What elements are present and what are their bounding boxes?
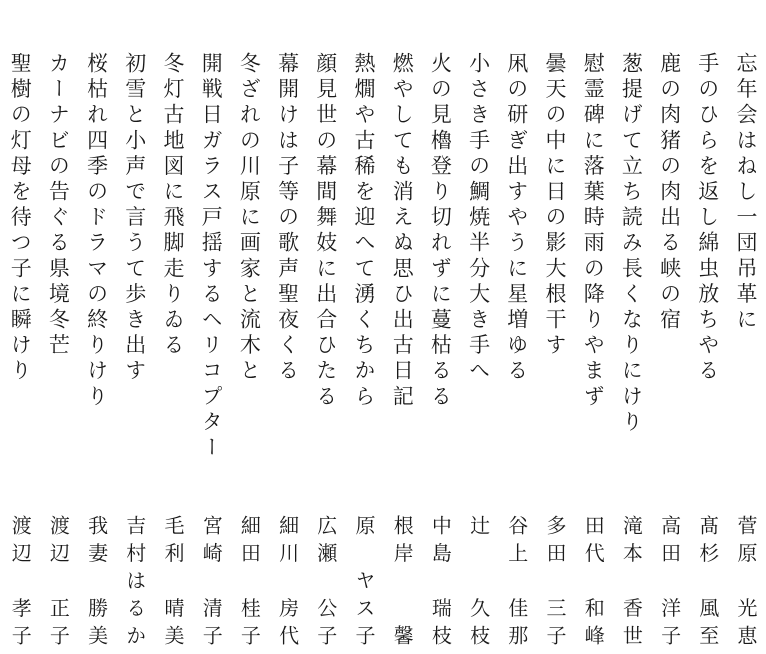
haiku-verse: 曇天の中に日の影大根干す	[543, 52, 567, 360]
haiku-column	[460, 52, 498, 645]
haiku-author: 原 ヤス子	[352, 515, 376, 645]
haiku-author: 田代 和峰	[581, 515, 606, 645]
haiku-column	[574, 52, 612, 645]
haiku-column	[269, 52, 307, 645]
haiku-verse: 葱提げて立ち読み長くなりにけり	[619, 52, 644, 436]
haiku-verse: 開戦日ガラス戸揺するヘリコプター	[199, 52, 224, 462]
haiku-column	[421, 52, 459, 645]
haiku-verse: 小さき手の鯛焼半分大き手へ	[466, 52, 491, 385]
haiku-column	[154, 52, 192, 645]
haiku-verse: 忘年会はねし一団吊革に	[734, 52, 758, 334]
haiku-column	[116, 52, 154, 645]
haiku-column	[689, 52, 727, 645]
haiku-author: 谷上 佳那	[504, 515, 529, 645]
haiku-author: 滝本 香世	[619, 515, 644, 645]
haiku-author: 我妻 勝美	[84, 515, 109, 645]
haiku-verse: 冬灯古地図に飛脚走りゐる	[161, 52, 185, 360]
haiku-author: 宮崎 清子	[199, 515, 224, 645]
haiku-column	[230, 52, 268, 645]
haiku-author: 多田 三子	[543, 515, 567, 645]
haiku-author: 中島 瑞枝	[428, 515, 453, 645]
haiku-verse: 冬ざれの川原に画家と流木と	[237, 52, 262, 385]
haiku-column	[536, 52, 574, 645]
haiku-author: 根岸 馨	[390, 515, 415, 645]
haiku-verse: 鹿の肉猪の肉出る峡の宿	[657, 52, 682, 334]
haiku-author: 毛利 晴美	[161, 515, 185, 645]
haiku-verse: 燃やしても消えぬ思ひ出古日記	[390, 52, 415, 411]
haiku-author: 渡辺 正子	[46, 515, 71, 645]
haiku-author: 広瀬 公子	[313, 515, 338, 645]
haiku-verse: 凩の研ぎ出すやうに星増ゆる	[504, 52, 529, 385]
haiku-column	[39, 52, 77, 645]
haiku-author: 高田 洋子	[657, 515, 682, 645]
haiku-verse: 手のひらを返し綿虫放ちやる	[695, 52, 720, 385]
haiku-column	[612, 52, 650, 645]
haiku-verse: 初雪と小声で言うて歩き出す	[122, 52, 147, 385]
haiku-column	[498, 52, 536, 645]
haiku-author: 髙杉 風至	[695, 515, 720, 645]
haiku-verse: 幕開けは子等の歌声聖夜くる	[275, 52, 300, 385]
haiku-column	[651, 52, 689, 645]
haiku-author: 菅原 光恵	[734, 515, 758, 645]
haiku-verse: 顔見世の幕間舞妓に出合ひたる	[313, 52, 338, 411]
haiku-verse: カーナビの告ぐる県境冬芒	[46, 52, 71, 360]
haiku-column	[192, 52, 230, 645]
haiku-verse: 火の見櫓登り切れずに蔓枯るる	[428, 52, 453, 411]
haiku-column	[345, 52, 383, 645]
haiku-column	[307, 52, 345, 645]
haiku-author: 細川 房代	[275, 515, 300, 645]
haiku-column	[383, 52, 421, 645]
haiku-verse: 聖樹の灯母を待つ子に瞬けり	[8, 52, 33, 385]
haiku-verse: 熱燗や古稀を迎へて湧くちから	[352, 52, 376, 411]
haiku-author: 細田 桂子	[237, 515, 262, 645]
haiku-column	[1, 52, 39, 645]
haiku-column	[727, 52, 765, 645]
haiku-author: 渡辺 孝子	[8, 515, 33, 645]
haiku-verse: 桜枯れ四季のドラマの終りけり	[84, 52, 109, 411]
haiku-verse: 慰霊碑に落葉時雨の降りやまず	[581, 52, 606, 411]
haiku-author: 辻 久枝	[466, 515, 491, 645]
haiku-column	[78, 52, 116, 645]
haiku-author: 吉村はるか	[122, 515, 147, 645]
